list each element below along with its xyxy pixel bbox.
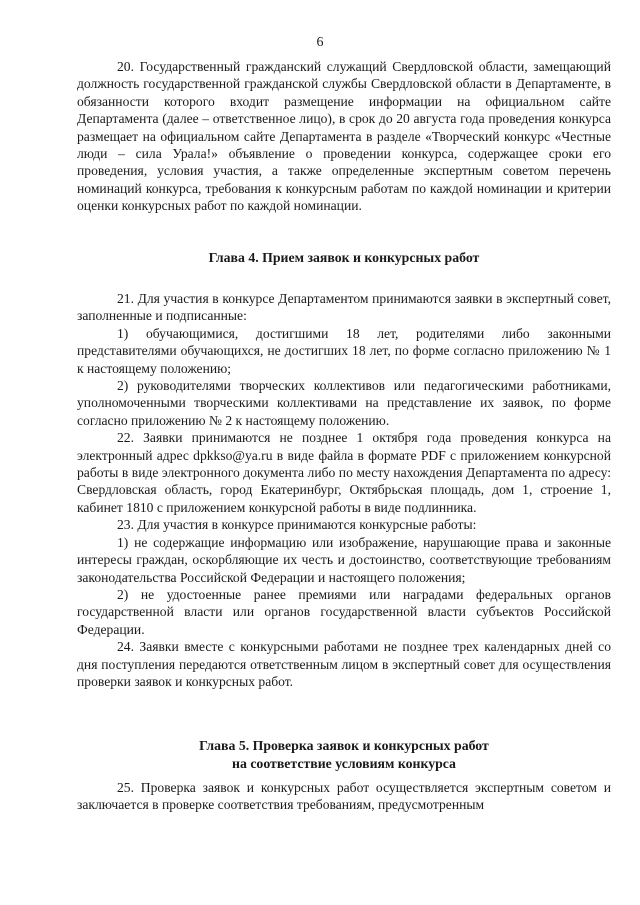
chapter-4-body [77, 290, 611, 690]
chapter-4-heading-block [77, 249, 611, 267]
page-number: 6 [316, 35, 324, 50]
paragraph-23: 23. Для участия в конкурсе принимаются конкурсные работы: [117, 517, 477, 533]
paragraph-25: 25. Проверка заявок и конкурсных работ осуществляется экспертным советом и заключается в проверке соответствия требованиям, предусмотренным [77, 780, 611, 813]
paragraph-21: 21. Для участия в конкурсе Департаментом принимаются заявки в экспертный совет, заполненные и подписанные: [77, 291, 611, 324]
chapter-5-heading-block [77, 737, 611, 773]
section-3-tail [77, 58, 611, 215]
paragraph-21-item-2: 2) руководителями творческих коллективов или педагогическими работниками, уполномоченными творческими коллективами на представление их заявок, по форме согласно приложению № 2 к настоящему положению. [77, 378, 611, 428]
paragraph-21-item-1: 1) обучающимися, достигшими 18 лет, родителями либо законными представителями обучающихся, не достигших 18 лет, по форме согласно приложению № 1 к настоящему положению; [77, 325, 611, 376]
chapter-5-body [77, 779, 611, 814]
paragraph-20: 20. Государственный гражданский служащий Свердловской области, замещающий должность государственной гражданской службы Свердловской области в Департаменте, в обязанности которого входит размещение информации на официальном сайте Департамента (далее – ответственное лицо), в срок до 20 августа года проведения конкурса размещает на официальном сайте Департамента в разделе «Творческий конкурс «Честные люди – сила Урала!» объявление о проведении конкурса, содержащее сроки его проведения, условия участия, а также определенные экспертным советом перечень номинаций конкурса, требования к конкурсным работам по каждой номинации и критерии оценки конкурсных работ по каждой номинации. [77, 59, 611, 214]
paragraph-24: 24. Заявки вместе с конкурсными работами не позднее трех календарных дней со дня поступления передаются ответственным лицом в экспертный совет для осуществления проверки заявок и конкурсных работ. [77, 639, 611, 689]
paragraph-23-item-2: 2) не удостоенные ранее премиями или наградами федеральных органов государственной власти или органов государственной власти субъектов Российской Федерации. [77, 586, 611, 637]
chapter-5-title-line-1: Глава 5. Проверка заявок и конкурсных работ [199, 738, 489, 753]
paragraph-23-item-1: 1) не содержащие информацию или изображение, нарушающие права и законные интересы граждан, оскорбляющие их честь и достоинство, соответствующие требованиям законодательства Российской Федерации и настоящего положения; [77, 534, 611, 585]
paragraph-22: 22. Заявки принимаются не позднее 1 октября года проведения конкурса на электронный адрес dpkkso@ya.ru в виде файла в формате PDF с приложением конкурсной работы в виде электронного документа либо по месту нахождения Департамента по адресу: Свердловская область, город Екатеринбург, Октябрьская площадь, дом 1, строение 1, кабинет 1810 с приложением конкурсной работы в виде подлинника. [77, 430, 611, 515]
chapter-4-title: Глава 4. Прием заявок и конкурсных работ [208, 250, 480, 265]
chapter-5-title-line-2: на соответствие условиям конкурса [232, 756, 456, 771]
